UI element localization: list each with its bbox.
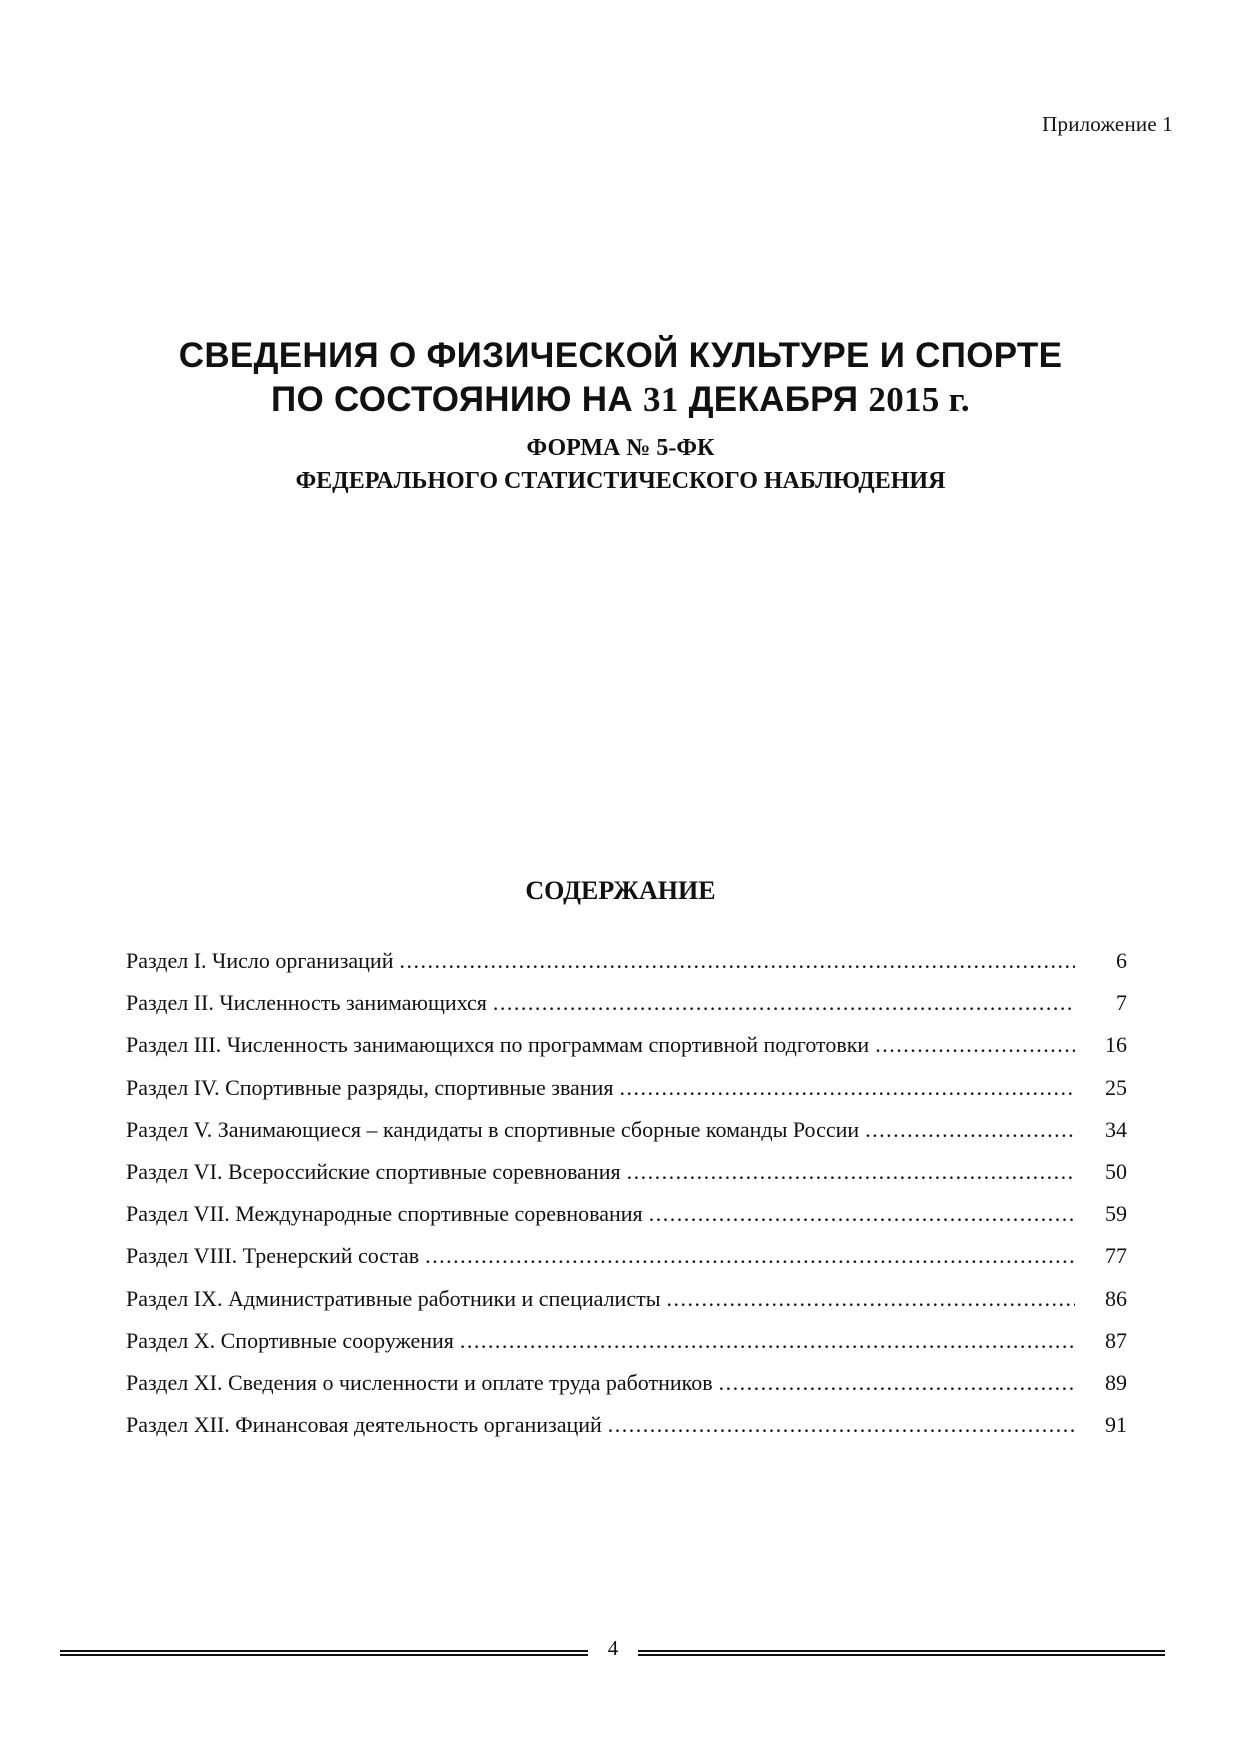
toc-item-page: 77	[1105, 1243, 1127, 1269]
toc-dot-leader	[608, 1412, 1075, 1438]
footer-rule-right	[638, 1650, 1165, 1656]
table-of-contents	[126, 948, 1127, 1454]
toc-item-title: Раздел XII. Финансовая деятельность организаций	[126, 1412, 602, 1438]
toc-item-title: Раздел XI. Сведения о численности и оплате труда работников	[126, 1369, 713, 1395]
toc-item[interactable]	[126, 1412, 1127, 1454]
toc-dot-leader	[649, 1201, 1075, 1227]
toc-dot-leader	[619, 1075, 1075, 1101]
title-line-2-text: ПО СОСТОЯНИЮ НА	[271, 380, 643, 419]
toc-item-page: 16	[1105, 1032, 1127, 1058]
toc-item-page: 34	[1105, 1116, 1127, 1142]
toc-heading: СОДЕРЖАНИЕ	[525, 876, 716, 905]
toc-item[interactable]	[126, 990, 1127, 1032]
toc-item-title: Раздел V. Занимающиеся – кандидаты в спортивные сборные команды России	[126, 1116, 860, 1142]
toc-dot-leader	[493, 990, 1075, 1016]
toc-item[interactable]	[126, 1286, 1127, 1328]
toc-item-page: 87	[1105, 1327, 1127, 1353]
toc-item-page: 25	[1105, 1074, 1127, 1100]
toc-item-page: 6	[1116, 948, 1127, 973]
toc-item-title: Раздел X. Спортивные сооружения	[126, 1327, 454, 1353]
toc-item-title: Раздел I. Число организаций	[126, 948, 394, 973]
title-line-2	[0, 378, 1241, 422]
toc-item-title: Раздел IV. Спортивные разряды, спортивные звания	[126, 1074, 614, 1100]
toc-item[interactable]	[126, 1370, 1127, 1412]
toc-item-page: 7	[1116, 990, 1127, 1016]
toc-item-title: Раздел III. Численность занимающихся по программам спортивной подготовки	[126, 1032, 870, 1058]
form-subtitle	[0, 432, 1241, 498]
page-number: 4	[607, 1636, 619, 1660]
toc-item[interactable]	[126, 1117, 1127, 1159]
toc-dot-leader	[865, 1117, 1075, 1143]
toc-dot-leader	[667, 1286, 1076, 1312]
toc-dot-leader	[719, 1370, 1075, 1396]
page-footer	[60, 1636, 1165, 1666]
toc-dot-leader	[399, 948, 1075, 974]
toc-item[interactable]	[126, 1201, 1127, 1243]
toc-item-title: Раздел II. Численность занимающихся	[126, 990, 487, 1016]
toc-item-page: 89	[1105, 1369, 1127, 1395]
title-month: ДЕКАБРЯ	[678, 380, 869, 419]
appendix-label: Приложение 1	[1042, 112, 1173, 136]
toc-dot-leader	[627, 1159, 1075, 1185]
toc-item-title: Раздел IX. Административные работники и специалисты	[126, 1285, 661, 1311]
title-year: 2015 г.	[868, 380, 970, 419]
form-observation: ФЕДЕРАЛЬНОГО СТАТИСТИЧЕСКОГО НАБЛЮДЕНИЯ	[295, 468, 946, 494]
form-number: ФОРМА № 5-ФК	[526, 435, 715, 461]
toc-item-title: Раздел VI. Всероссийские спортивные соревнования	[126, 1158, 621, 1184]
title-day: 31	[642, 380, 679, 419]
toc-item[interactable]	[126, 1243, 1127, 1285]
toc-item-title: Раздел VIII. Тренерский состав	[126, 1243, 420, 1269]
toc-item-page: 59	[1105, 1201, 1127, 1227]
toc-item-page: 86	[1105, 1285, 1127, 1311]
title-line-1: СВЕДЕНИЯ О ФИЗИЧЕСКОЙ КУЛЬТУРЕ И СПОРТЕ	[178, 336, 1063, 375]
toc-dot-leader	[425, 1243, 1075, 1269]
toc-dot-leader	[460, 1328, 1075, 1354]
toc-item-page: 50	[1105, 1158, 1127, 1184]
toc-item[interactable]	[126, 1032, 1127, 1074]
toc-item[interactable]	[126, 1159, 1127, 1201]
document-title	[0, 334, 1241, 422]
footer-rule-left	[60, 1650, 588, 1656]
toc-item-title: Раздел VII. Международные спортивные соревнования	[126, 1201, 643, 1227]
toc-item-page: 91	[1105, 1412, 1127, 1438]
toc-item[interactable]	[126, 948, 1127, 990]
toc-dot-leader	[875, 1032, 1075, 1058]
toc-item[interactable]	[126, 1075, 1127, 1117]
toc-item[interactable]	[126, 1328, 1127, 1370]
